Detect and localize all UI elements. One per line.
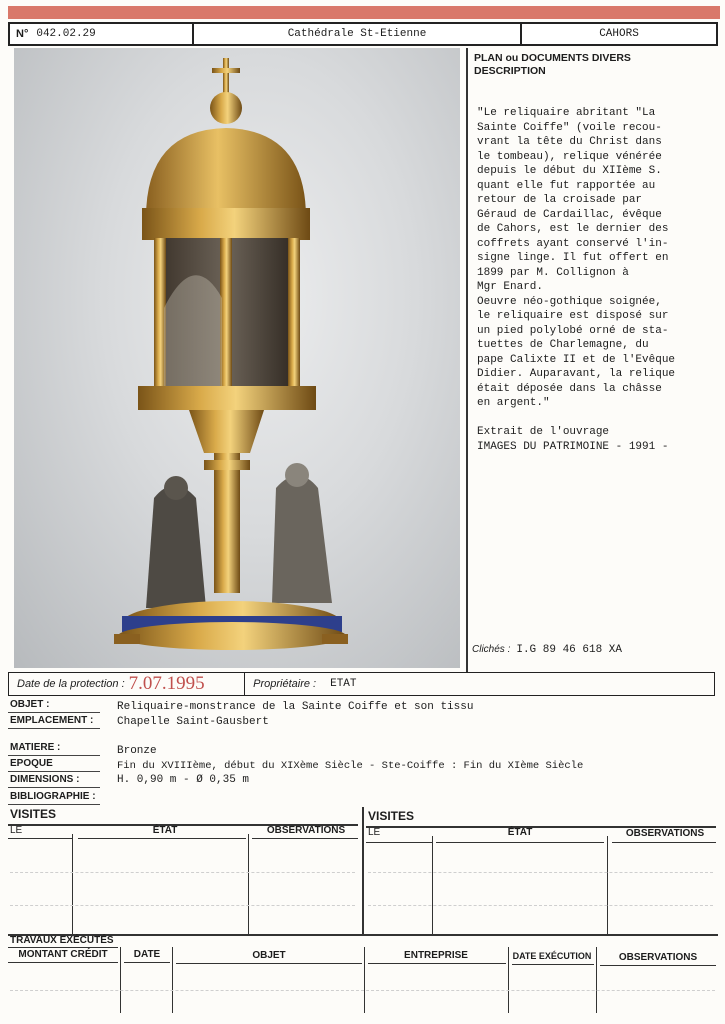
travaux-col5 [596, 947, 597, 1013]
matiere-underline [8, 755, 100, 756]
cliches-value: I.G 89 46 618 XA [516, 644, 622, 656]
travaux-h3 [176, 963, 362, 964]
number-label: N° [16, 28, 29, 40]
visites-left-title: VISITES [10, 807, 57, 821]
visites-left-le: LE [10, 825, 23, 836]
visites-left-col1 [72, 834, 73, 934]
travaux-h4 [368, 963, 506, 964]
emplacement-value: Chapelle Saint-Gausbert [117, 716, 269, 728]
travaux-col2 [172, 947, 173, 1013]
reliquary-photo [14, 48, 460, 668]
travaux-observations: OBSERVATIONS [618, 952, 698, 963]
photo-divider [466, 48, 468, 672]
side-heading [474, 52, 714, 78]
visites-left-le-rule [8, 838, 72, 839]
dome-shape [146, 128, 306, 218]
objet-label: OBJET : [10, 699, 50, 710]
cliches-label: Clichés : [472, 644, 511, 655]
stem-shape [214, 453, 240, 593]
protection-separator [244, 673, 246, 695]
travaux-title: TRAVAUX EXÉCUTÉS [10, 935, 114, 946]
travaux-title-rule [8, 947, 118, 948]
statuette-left [146, 486, 206, 609]
bibliographie-underline [8, 804, 100, 805]
travaux-h5 [512, 964, 594, 965]
travaux-h2 [124, 962, 170, 963]
emplacement-underline [8, 728, 100, 729]
travaux-col4 [508, 947, 509, 1013]
epoque-underline [8, 771, 100, 772]
travaux-montant: MONTANT CRÉDIT [18, 949, 108, 960]
travaux-h1 [8, 962, 118, 963]
visites-right-observations: OBSERVATIONS [625, 828, 705, 839]
objet-underline [8, 712, 100, 713]
emplacement-label: EMPLACEMENT : [10, 715, 94, 726]
visites-left-dash-1 [10, 872, 355, 873]
travaux-col3 [364, 947, 365, 1013]
owner-label: Propriétaire : [253, 678, 317, 690]
visites-left-etat-rule [78, 838, 246, 839]
cliches-line [472, 644, 622, 656]
protection-box [8, 672, 715, 696]
orb-shape [210, 92, 242, 124]
visites-left-observations: OBSERVATIONS [266, 825, 346, 836]
travaux-h6 [600, 965, 716, 966]
visites-right-col2 [607, 836, 608, 934]
travaux-date-execution: DATE EXÉCUTION [512, 951, 592, 961]
epoque-value: Fin du XVIIIème, début du XIXème Siècle - Ste-Coiffe : Fin du XIème Siècle [117, 760, 584, 772]
visites-right-dash-1 [368, 872, 713, 873]
visites-right-etat: ÉTAT [507, 827, 533, 838]
bibliographie-label: BIBLIOGRAPHIE : [10, 791, 96, 802]
visites-right-le-rule [366, 842, 432, 843]
visites-right-col1 [432, 836, 433, 934]
visites-center-divider [362, 807, 364, 935]
objet-value: Reliquaire-monstrance de la Sainte Coiffe et son tissu [117, 701, 474, 713]
travaux-col1 [120, 947, 121, 1013]
statuette-right [272, 476, 332, 604]
dimensions-underline [8, 787, 100, 788]
travaux-top-rule [8, 934, 718, 936]
visites-right-etat-rule [436, 842, 604, 843]
matiere-label: MATIERE : [10, 742, 61, 753]
record-number: 042.02.29 [36, 28, 96, 40]
visites-left-col2 [248, 834, 249, 934]
description-heading: DESCRIPTION [474, 65, 546, 77]
record-header [8, 22, 718, 46]
owner-value: ETAT [330, 678, 357, 690]
top-color-band [8, 6, 720, 19]
protection-date: 7.07.1995 [128, 673, 205, 694]
city-name: CAHORS [599, 28, 639, 40]
plan-documents-heading: PLAN ou DOCUMENTS DIVERS [474, 52, 631, 64]
travaux-entreprise: ENTREPRISE [404, 950, 468, 961]
cross-shape [223, 58, 229, 94]
visites-right-obs-rule [612, 842, 716, 843]
visites-right-le: LE [368, 827, 381, 838]
travaux-date: DATE [133, 949, 161, 960]
visites-left-etat: ÉTAT [152, 825, 178, 836]
visites-right-dash-2 [368, 905, 713, 906]
travaux-dash-1 [10, 990, 715, 991]
visites-right-title: VISITES [368, 809, 415, 823]
matiere-value: Bronze [117, 745, 157, 757]
dimensions-value: H. 0,90 m - Ø 0,35 m [117, 774, 250, 786]
travaux-objet: OBJET [252, 950, 286, 961]
description-text: "Le reliquaire abritant "La Sainte Coiffe" (voile recou- vrant la tête du Christ dans le tombeau), relique vénérée depuis le début du XIIème S. quant elle fut rapportée au retour de la croisade par Géraud de Cardaillac, évêque de Cahors, est le dernier des coffrets ayant conservé l'in- signe linge. Il fut offert en 1899 par M. Collignon à Mgr Enard. Oeuvre néo-gothique soignée, le reliquaire est disposé sur un pied polylobé orné de sta- tuettes de Charlemagne, du pape Calixte II et de l'Evêque Didier. Auparavant, la relique était déposée dans la châsse en argent." Extrait de l'ouvrage IMAGES DU PATRIMOINE - 1991 - [477, 107, 676, 453]
visites-left-dash-2 [10, 905, 355, 906]
record-number-cell [10, 24, 194, 44]
visites-left-obs-rule [252, 838, 358, 839]
dimensions-label: DIMENSIONS : [10, 774, 80, 785]
epoque-label: EPOQUE [10, 758, 53, 769]
protection-date-label: Date de la protection : [17, 678, 125, 690]
building-name: Cathédrale St-Etienne [194, 24, 522, 44]
